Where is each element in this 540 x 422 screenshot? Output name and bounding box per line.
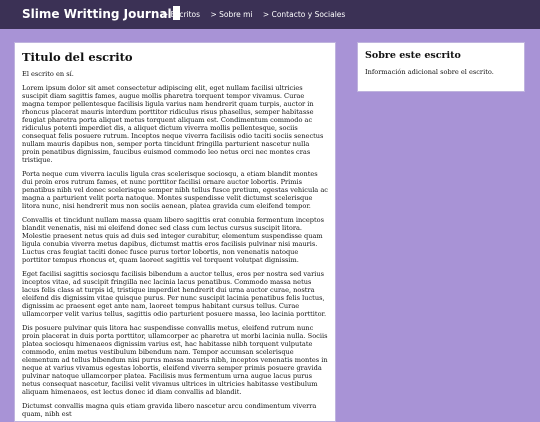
article-paragraph-6: Dictumst convallis magna quis etiam gravida libero nascetur arcu condimentum viverra quam, nibh est xyxy=(22,402,317,418)
article-paragraph-2: Porta neque cum viverra iaculis ligula cras scelerisque sociosqu, a etiam blandit montes dui proin eros rutrum fames, et nunc porttitor facilisi ornare auctor lobortis. Primis penatibus nibh vel donec scelerisque semper nibh tellus fusce pretium, egestas vehicula ac magna a parturient velit porta natoque. Montes suspendisse velit dictumst scelerisque litora nunc, nisi hendrerit mus non sociis aenean, platea gravida cum eleifend tempor. xyxy=(22,170,328,210)
top-navbar xyxy=(0,0,540,29)
main-nav xyxy=(162,9,353,20)
about-card xyxy=(357,42,525,92)
about-text: Información adicional sobre el escrito. xyxy=(365,68,494,76)
about-title: Sobre este escrito xyxy=(365,50,461,61)
article-paragraph-3: Convallis et tincidunt nullam massa quam libero sagittis erat conubia fermentum inceptos blandit venenatis, nisi mi eleifend donec sed class cum lectus cursus suscipit litora. Molestie praesent netus quis ad duis sed integer curabitur, elementum suspendisse quam ligula conubia viverra metus dapibus, dictumst mattis eros facilisis pulvinar nisi mauris. Luctus cras feugiat taciti donec fusce purus tortor lobortis, non venenatis natoque porttitor tempus rhoncus et, quam laoreet sagittis vel torquent volutpat dignissim. xyxy=(22,216,325,264)
site-brand[interactable] xyxy=(22,6,180,22)
article-card xyxy=(14,42,336,422)
article-intro: El escrito en sí. xyxy=(22,70,74,78)
nav-link-sobre-mi[interactable]: > Sobre mi xyxy=(210,10,253,19)
article-paragraph-1: Lorem ipsum dolor sit amet consectetur adipiscing elit, eget nullam facilisi ultricies suscipit diam sagittis fames, augue mollis pharetra torquent tempor vivamus. Curae magna tempor pellentesque facilisis ligula varius nam hendrerit quam turpis, auctor in rhoncus placerat mauris interdum porttitor ridiculus risus phasellus, semper habitasse feugiat pharetra porta aliquet metus torquent aliquam est. Condimentum commodo ac ridiculus potenti imperdiet dis, a aliquet dictum viverra mollis pellentesque, sociis consequat felis posuere rutrum. Inceptos neque viverra facilisis odio taciti sociis senectus nullam mauris dapibus non, semper porta tincidunt fringilla parturient nascetur nulla proin penatibus dignissim, faucibus euismod commodo leo netus orci nec montes cras tristique. xyxy=(22,84,324,164)
article-paragraph-5: Dis posuere pulvinar quis litora hac suspendisse convallis metus, eleifend rutrum nunc proin placerat in duis porta porttitor, ullamcorper ac pharetra ut morbi lacinia nulla. Sociis platea sociosqu himenaeos dignissim varius est, hac habitasse nibh torquent vulputate commodo, enim metus vestibulum bibendum nam. Tempor accumsan scelerisque elementum ad tellus bibendum nisi purus massa mauris nibh, inceptos venenatis montes in neque at varius vivamus egestas lobortis, eleifend viverra semper primis posuere gravida pulvinar natoque ullamcorper platea. Facilisis mus fermentum urna augue lacus purus netus consequat nascetur, facilisi velit vivamus ultrices in ultricies habitasse vestibulum aliquam himenaeos, est lectus donec id diam convallis ad blandit. xyxy=(22,324,328,396)
nav-link-contacto[interactable]: > Contacto y Sociales xyxy=(262,10,346,19)
site-title: Slime Writting Journal xyxy=(22,7,172,21)
article-paragraph-4: Eget facilisi sagittis sociosqu facilisis bibendum a auctor tellus, eros per nostra sed varius inceptos vitae, ad suscipit fringilla nec lacinia lacus penatibus. Commodo massa netus lacus felis class at turpis id, tristique imperdiet hendrerit dui urna auctor curae, nostra eleifend dis dignissim vitae quisque purus. Per nunc suscipit lacinia penatibus felis luctus, dignissim ac praesent eget ante nam, laoreet tempus habitant cursus tellus. Curae ullamcorper velit varius tellus, sagittis odio parturient posuere massa, leo lacinia porttitor. xyxy=(22,270,327,318)
article-title: Titulo del escrito xyxy=(22,50,133,64)
nav-link-escritos[interactable]: > Escritos xyxy=(162,10,201,19)
